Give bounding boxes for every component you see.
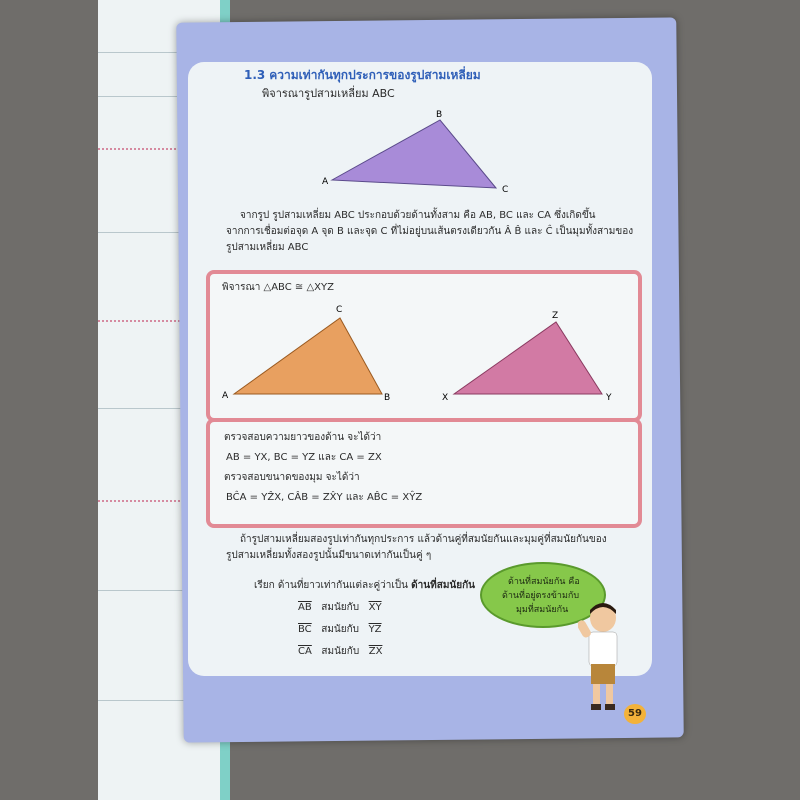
triangle-abc-figure [318, 108, 518, 198]
pair-right: $\overline{YZ}$ [368, 624, 382, 635]
pair-left: $\overline{AB}$ [298, 602, 312, 613]
right-vertex-y-label: Y [606, 393, 612, 403]
bubble-line1: ด้านที่สมนัยกัน คือ [508, 577, 580, 587]
pair-row-2 [298, 622, 382, 637]
section-number: 1.3 [244, 68, 266, 82]
check-line2: AB = YX, BC = YZ และ CA = ZX [226, 452, 382, 463]
vertex-b-label: B [436, 110, 443, 120]
triangle-right [454, 322, 602, 394]
bubble-line2: ด้านที่อยู่ตรงข้ามกับ [502, 591, 580, 601]
vertex-a-label: A [322, 177, 329, 187]
vertex-c-label: C [502, 185, 509, 195]
pair-relation: สมนัยกับ [321, 646, 360, 657]
paragraph1-line3: รูปสามเหลี่ยม ABC [226, 242, 309, 253]
paragraph1-line1: จากรูป รูปสามเหลี่ยม ABC ประกอบด้วยด้านทั้งสาม คือ AB, BC และ CA ซึ่งเกิดขึ้น [240, 210, 596, 221]
section-heading [244, 66, 481, 85]
pair-relation: สมนัยกับ [321, 602, 360, 613]
left-vertex-a-label: A [222, 391, 229, 401]
check-line4: BĈA = YẐX, CÂB = ZX̂Y และ AB̂C = XŶZ [226, 492, 423, 503]
pair-row-3 [298, 644, 382, 659]
left-vertex-c-label: C [336, 305, 343, 315]
paragraph2-line2: รูปสามเหลี่ยมทั้งสองรูปนั้นมีขนาดเท่ากันเป็นคู่ ๆ [226, 550, 432, 561]
triangle-left [234, 318, 382, 394]
pair-right: $\overline{ZX}$ [368, 646, 383, 657]
pair-right: $\overline{XY}$ [368, 602, 382, 613]
congruence-title: พิจารณา △ABC ≅ △XYZ [222, 282, 334, 293]
right-vertex-x-label: X [442, 393, 449, 403]
section-title: ความเท่ากันทุกประการของรูปสามเหลี่ยม [269, 68, 481, 82]
paragraph2-line1: ถ้ารูปสามเหลี่ยมสองรูปเท่ากันทุกประการ แล้วด้านคู่ที่สมนัยกันและมุมคู่ที่สมนัยกันของ [240, 534, 607, 545]
page-number: 59 [624, 704, 646, 724]
bubble-line3: มุมที่สมนัยกัน [516, 605, 569, 615]
right-vertex-z-label: Z [552, 311, 559, 321]
corresponding-term: ด้านที่สมนัยกัน [411, 580, 475, 591]
check-line3: ตรวจสอบขนาดของมุม จะได้ว่า [224, 472, 360, 483]
intro-text: พิจารณารูปสามเหลี่ยม ABC [262, 87, 395, 100]
pair-relation: สมนัยกับ [321, 624, 360, 635]
corresponding-intro: เรียก ด้านที่ยาวเท่ากันแต่ละคู่ว่าเป็น [254, 580, 408, 591]
pair-row-1 [298, 600, 382, 615]
left-vertex-b-label: B [384, 393, 391, 403]
triangle-right-figure [440, 306, 620, 410]
triangle-abc [332, 120, 496, 188]
cartoon-boy-icon [578, 600, 628, 718]
corresponding-intro-line [254, 578, 475, 593]
triangle-left-figure [216, 300, 406, 410]
paragraph1-line2: จากการเชื่อมต่อจุด A จุด B และจุด C ที่ไม่อยู่บนเส้นตรงเดียวกัน Â B̂ และ Ĉ เป็นมุมทั้งสามของ [226, 226, 634, 237]
check-line1: ตรวจสอบความยาวของด้าน จะได้ว่า [224, 432, 382, 443]
pair-left: $\overline{CA}$ [298, 646, 312, 657]
pair-left: $\overline{BC}$ [298, 624, 312, 635]
